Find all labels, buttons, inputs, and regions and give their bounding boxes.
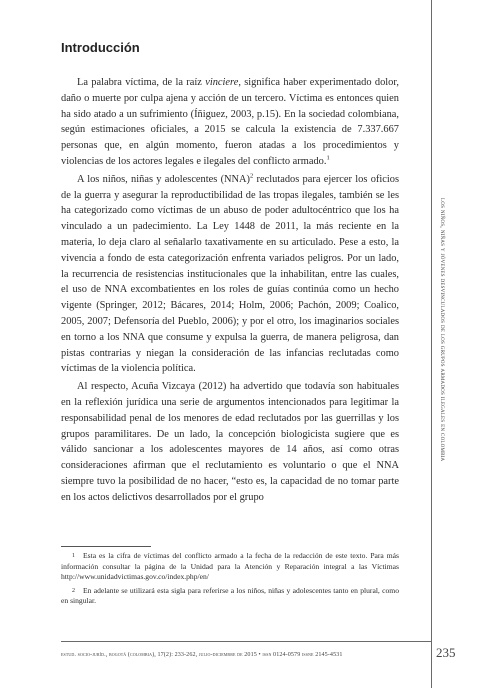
paragraph-1-italic-term: vinciere [205,77,239,88]
running-head: los niños, niñas y jóvenes desvinculados de los grupos armados ilegales en colombia [439,198,446,462]
paragraph-1-text-a: La palabra víctima, de la raíz [77,77,206,88]
paragraph-2 [61,172,399,377]
footnote-2 [61,586,399,607]
footnote-1-text: Esta es la cifra de víctimas del conflicto armado a la fecha de la redacción de este texto. Para más información consultar la página de la Unidad para la Atención y Reparación integral a las Víctimas http://www.unidadvictimas.gov.co/index.php/en/ [61,551,399,582]
footer-citation: estud. socio-juríd., bogotá (colombia), 17(2): 233-262, julio-diciembre de 2015 • issn 0124-0579 issne 2145-4531 [61,652,343,658]
footnotes [61,546,399,610]
main-text [61,40,399,506]
footnote-rule [61,546,151,547]
footnote-1 [61,551,399,583]
footnote-2-text: En adelante se utilizará esta sigla para referirse a los niños, niñas y adolescentes tanto en plural, como en singular. [61,585,399,606]
footer-rule [61,641,431,642]
footnote-ref-1[interactable]: 1 [326,154,330,162]
paragraph-3: Al respecto, Acuña Vizcaya (2012) ha advertido que todavía son habituales en la reflexión jurídica una serie de argumentos intencionados para legitimar la responsabilidad penal de los menores de edad reclutados por las guerrillas y los grupos paramilitares. De un lado, la concepción biologicista sugiere que es válido sancionar a los adolescentes mayores de 14 años, así como otras consideraciones afirman que el reclutamiento es voluntario o que el NNA siempre tuvo la posibilidad de no hacer, “esto es, la capacidad de no tomar parte en los actos delictivos desarrollados por el grupo [61,381,399,503]
page-number: 235 [436,645,456,660]
paragraph-2-text-a: A los niños, niñas y adolescentes (NNA) [77,173,251,185]
paragraph-2-text-b: reclutados para ejercer los oficios de la guerra y asegurar la reproductibilidad de las tropas ilegales, también se les ha categorizado como víctimas de un abuso de poder adultocéntrico que los ha vinculado a un padecimiento. La Ley 1448 de 2011, la más reciente en la materia, lo deja claro al señalarlo taxativamente en su articulado. Pese a esto, la vivencia a fondo de esta categorización enfrenta variados peligros. Por un lado, la recurrencia de resistencias institucionales que la inhabilitan, entre las cuales, el uso de NNA excombatientes en los roles de guías continúa como un hecho vigente (Springer, 2012; Bácares, 2014; Holm, 2006; Pachón, 2009; Coalico, 2005, 2007; Defensoría del Pueblo, 2006); y por el otro, los imaginarios sociales en torno a los NNA que consume y expulsa la guerra, de manera peligrosa, dan pistas contrarias y niegan la consideración de las infancias reclutadas como víctimas de la violencia política. [61,173,399,375]
paragraph-1 [61,75,399,170]
footnote-2-number: 2 [72,587,75,594]
section-heading: Introducción [61,40,140,55]
paragraph-1-text-b: , significa haber experimentado dolor, daño o muerte por culpa ajena y acción de un tercero. Víctima es entonces quien ha sido atado a un sufrimiento (Íñiguez, 2003, p.15). En la sociedad colombiana, según estimaciones oficiales, a 2015 se calcula la existencia de 7.337.667 personas que, en algún momento, fueron atadas a los procedimientos y violencias de los actores legales e ilegales del conflicto armado. [61,77,399,167]
footnote-ref-2[interactable]: 2 [250,172,254,180]
margin-rule [431,0,432,688]
footnote-1-number: 1 [72,553,75,559]
